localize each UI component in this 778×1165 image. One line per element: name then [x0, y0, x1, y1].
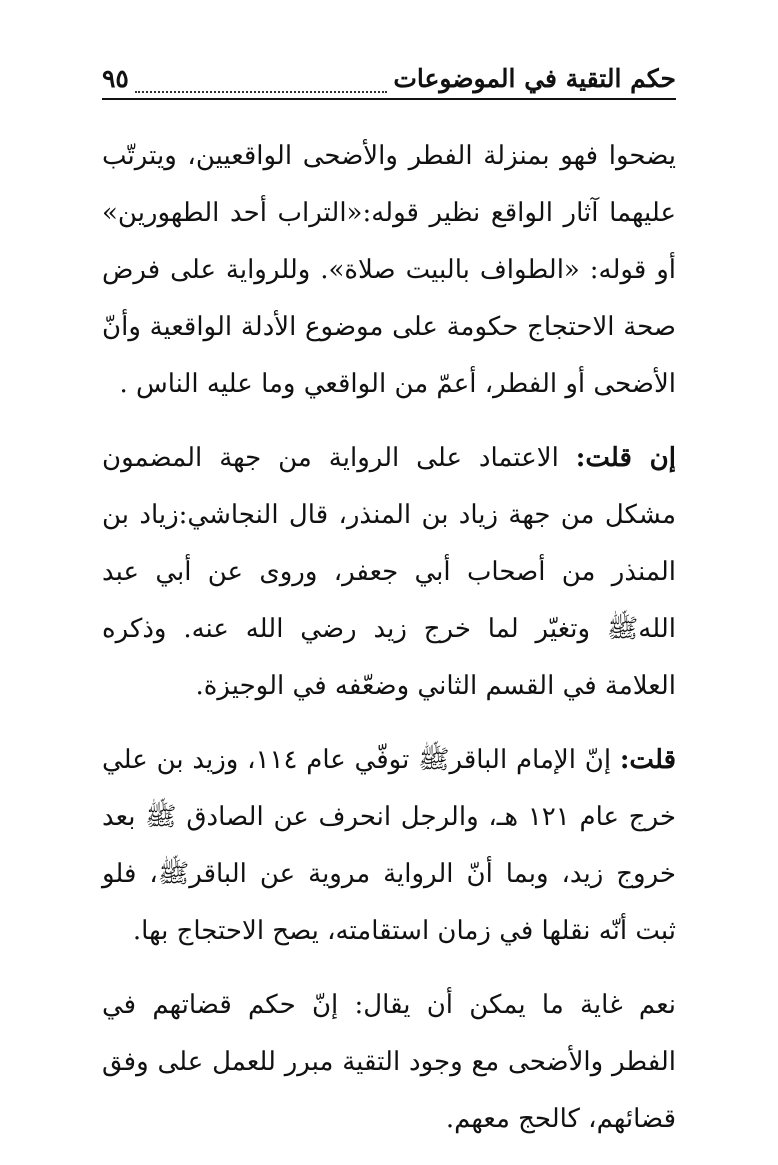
paragraph [102, 128, 676, 413]
paragraph-text: نعم غاية ما يمكن أن يقال: إنّ حكم قضاتهم في الفطر والأضحى مع وجود التقية مبرر للعمل على وفق قضائهم، كالحج معهم. [102, 990, 676, 1134]
page-body [102, 128, 676, 1165]
paragraph [102, 430, 676, 715]
paragraph-lead: إن قلت: [575, 443, 676, 473]
paragraph-text: إنّ الإمام الباقرﷺ توفّي عام ١١٤، وزيد بن علي خرج عام ١٢١ هـ، والرجل انحرف عن الصادق ﷺ بعد خروج زيد، وبما أنّ الرواية مروية عن الباقرﷺ، فلو ثبت أنّه نقلها في زمان استقامته، يصح الاحتجاج بها. [102, 745, 676, 946]
paragraph [102, 732, 676, 960]
chapter-title: حكم التقية في الموضوعات [393, 63, 676, 93]
paragraph-text: الاعتماد على الرواية من جهة المضمون مشكل من جهة زياد بن المنذر، قال النجاشي:زياد بن المنذر من أصحاب أبي جعفر، وروى عن أبي عبد اللهﷺ وتغيّر لما خرج زيد رضي الله عنه. وذكره العلامة في القسم الثاني وضعّفه في الوجيزة. [102, 443, 676, 701]
paragraph [102, 977, 676, 1148]
running-header [102, 58, 676, 100]
paragraph-lead: قلت: [619, 745, 676, 775]
leader-dots [135, 63, 387, 93]
paragraph-text: يضحوا فهو بمنزلة الفطر والأضحى الواقعيين، ويترتّب عليهما آثار الواقع نظير قوله:«التراب أحد الطهورين» أو قوله: «الطواف بالبيت صلاة». وللرواية على فرض صحة الاحتجاج حكومة على موضوع الأدلة الواقعية وأنّ الأضحى أو الفطر، أعمّ من الواقعي وما عليه الناس . [102, 141, 676, 399]
page-number: ٩٥ [102, 63, 129, 93]
